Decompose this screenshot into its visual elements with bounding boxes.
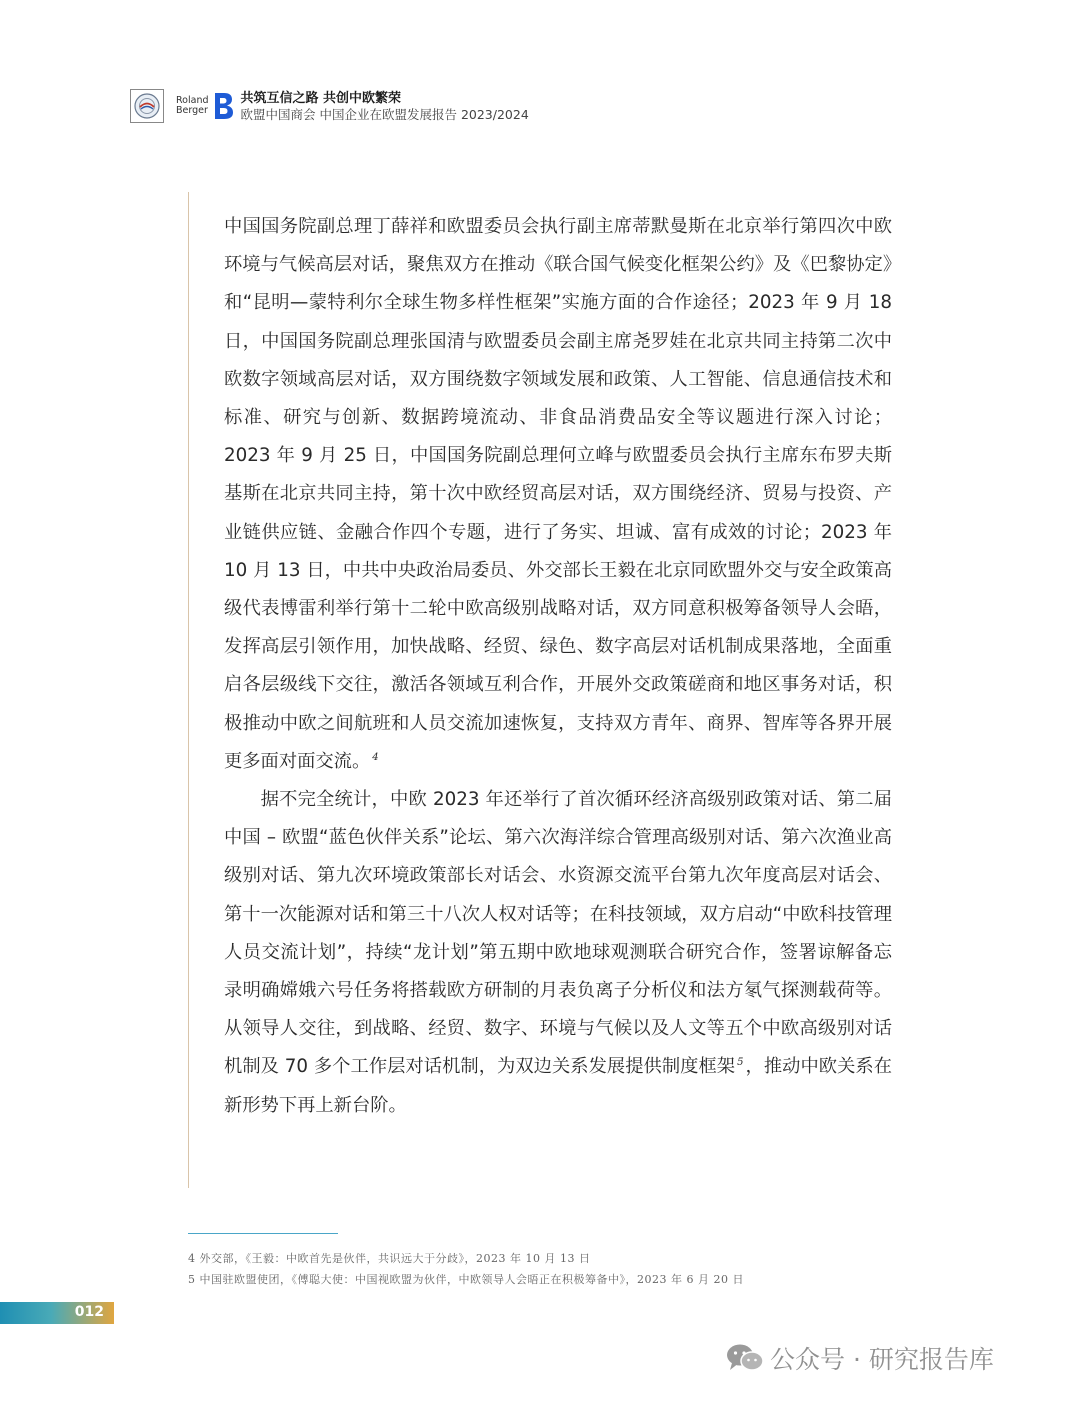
footnote-divider	[188, 1233, 338, 1234]
paragraph-2-text-b: ，推动中欧关系在新形势下再上新台阶。	[224, 1056, 892, 1116]
partner-line-1: Roland	[176, 95, 209, 106]
chamber-logo	[130, 89, 164, 123]
body-text	[224, 208, 892, 1125]
footnote-ref-5[interactable]: 5	[737, 1057, 744, 1069]
footnote-4: 4 外交部，《王毅：中欧首先是伙伴，共识远大于分歧》，2023 年 10 月 13 日	[188, 1252, 591, 1265]
footnote-ref-4[interactable]: 4	[372, 751, 379, 763]
paragraph-2	[224, 781, 892, 1125]
footnotes	[188, 1248, 744, 1290]
report-subtitle: 欧盟中国商会 中国企业在欧盟发展报告 2023/2024	[240, 106, 529, 122]
partner-line-2: Berger	[176, 105, 208, 116]
b-mark-icon	[213, 91, 235, 121]
wechat-watermark	[726, 1340, 994, 1376]
footnote-5: 5 中国驻欧盟使团，《傅聪大使：中国视欧盟为伙伴，中欧领导人会晤正在积极筹备中》，2023 年 6 月 20 日	[188, 1273, 744, 1286]
margin-rule	[188, 192, 189, 1188]
paragraph-2-text-a: 据不完全统计，中欧 2023 年还举行了首次循环经济高级别政策对话、第二届中国 – 欧盟“蓝色伙伴关系”论坛、第六次海洋综合管理高级别对话、第六次渔业高级别对话、第九次环境政策部长对话会、水资源交流平台第九次年度高层对话会、第十一次能源对话和第三十八次人权对话等；在科技领域，双方启动“中欧科技管理人员交流计划”，持续“龙计划”第五期中欧地球观测联合研究合作，签署谅解备忘录明确嫦娥六号任务将搭载欧方研制的月表负离子分析仪和法方氡气探测载荷等。从领导人交往，到战略、经贸、数字、环境与气候以及人文等五个中欧高级别对话机制及 70 多个工作层对话机制，为双边关系发展提供制度框架	[224, 789, 892, 1078]
wechat-icon	[726, 1343, 764, 1373]
roland-berger-logo	[176, 91, 235, 121]
paragraph-1	[224, 208, 892, 781]
report-header	[130, 86, 529, 126]
paragraph-1-text: 中国国务院副总理丁薛祥和欧盟委员会执行副主席蒂默曼斯在北京举行第四次中欧环境与气候高层对话，聚焦双方在推动《联合国气候变化框架公约》及《巴黎协定》和“昆明—蒙特利尔全球生物多样性框架”实施方面的合作途径；2023 年 9 月 18 日，中国国务院副总理张国清与欧盟委员会副主席尧罗娃在北京共同主持第二次中欧数字领域高层对话，双方围绕数字领域发展和政策、人工智能、信息通信技术和标准、研究与创新、数据跨境流动、非食品消费品安全等议题进行深入讨论；2023 年 9 月 25 日，中国国务院副总理何立峰与欧盟委员会执行主席东布罗夫斯基斯在北京共同主持，第十次中欧经贸高层对话，双方围绕经济、贸易与投资、产业链供应链、金融合作四个专题，进行了务实、坦诚、富有成效的讨论；2023 年 10 月 13 日，中共中央政治局委员、外交部长王毅在北京同欧盟外交与安全政策高级代表博雷利举行第十二轮中欧高级别战略对话，双方同意积极筹备领导人会晤，发挥高层引领作用，加快战略、经贸、绿色、数字高层对话机制成果落地，全面重启各层级线下交往，激活各领域互利合作，开展外交政策磋商和地区事务对话，积极推动中欧之间航班和人员交流加速恢复，支持双方青年、商界、智库等各界开展更多面对面交流。	[224, 216, 892, 772]
watermark-text: 公众号 · 研究报告库	[770, 1345, 994, 1374]
page-number: 012	[74, 1304, 104, 1320]
page-number-tab	[0, 1302, 114, 1324]
report-slogan: 共筑互信之路 共创中欧繁荣	[240, 90, 402, 106]
